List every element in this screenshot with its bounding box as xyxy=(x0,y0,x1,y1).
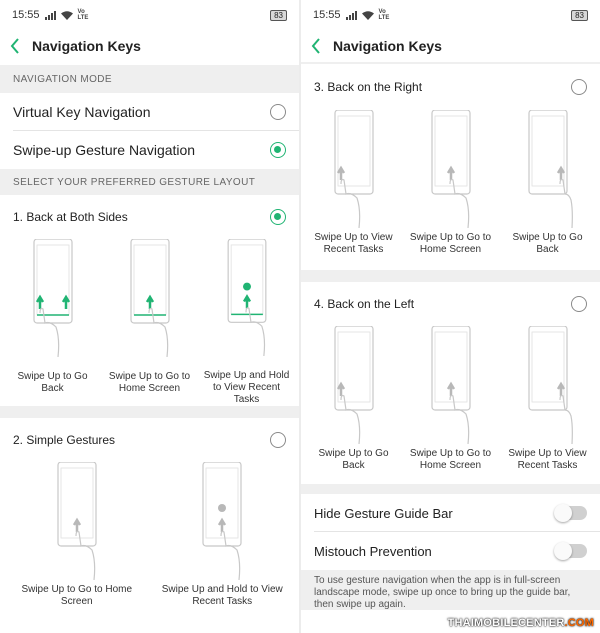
gesture-item xyxy=(7,239,99,406)
phone-swipe-left-icon xyxy=(329,326,379,444)
gesture-item xyxy=(502,110,594,270)
back-chevron-icon[interactable] xyxy=(311,37,325,55)
hide-guide-bar-row[interactable] xyxy=(301,494,600,532)
swipe-up-label: Swipe-up Gesture Navigation xyxy=(13,142,196,158)
virtual-key-radio[interactable] xyxy=(270,104,286,120)
gesture-item xyxy=(7,462,147,612)
gesture-item xyxy=(308,110,400,270)
watermark-suffix: .COM xyxy=(564,617,594,629)
battery-icon: 83 xyxy=(571,10,588,21)
option-4-gestures xyxy=(301,326,600,484)
option-3-gestures xyxy=(301,110,600,270)
battery-icon: 83 xyxy=(270,10,287,21)
gesture-caption: Swipe Up to Go Back xyxy=(17,371,88,394)
option-simple-gestures[interactable] xyxy=(0,418,299,462)
gesture-caption: Swipe Up to Go Back xyxy=(318,448,389,471)
signal-icon xyxy=(45,11,56,20)
section-gap xyxy=(301,270,600,282)
phone-swipe-home-icon xyxy=(426,110,476,228)
section-gap xyxy=(0,406,299,418)
virtual-key-option[interactable] xyxy=(0,93,299,131)
option-4-label: 4. Back on the Left xyxy=(314,297,415,311)
status-time: 15:55 xyxy=(313,9,341,21)
mistouch-toggle[interactable] xyxy=(555,544,587,558)
option-3-radio[interactable] xyxy=(571,79,587,95)
swipe-up-radio[interactable] xyxy=(270,142,286,158)
mistouch-label: Mistouch Prevention xyxy=(314,543,432,559)
option-3-label: 3. Back on the Right xyxy=(314,80,423,94)
option-1-radio[interactable] xyxy=(270,209,286,225)
option-back-on-left[interactable] xyxy=(301,282,600,326)
gesture-layout-header: SELECT YOUR PREFERRED GESTURE LAYOUT xyxy=(0,169,299,195)
option-4-radio[interactable] xyxy=(571,296,587,312)
watermark-main: THAIMOBILECENTER xyxy=(447,617,565,629)
gesture-caption: Swipe Up to Go Back xyxy=(512,232,583,255)
option-2-label: 2. Simple Gestures xyxy=(13,433,116,447)
wifi-icon xyxy=(61,11,73,20)
phone-swipe-right-icon xyxy=(523,110,573,228)
gesture-item xyxy=(308,326,400,484)
phone-swipe-hold-icon xyxy=(197,462,247,580)
info-text: To use gesture navigation when the app is in full-screen landscape mode, swipe up once to bring up the guide bar, then swipe up again. xyxy=(301,570,600,610)
option-2-radio[interactable] xyxy=(270,432,286,448)
app-bar xyxy=(0,30,299,62)
gesture-caption: Swipe Up to Go to Home Screen xyxy=(409,448,492,471)
phone-swipe-hold-icon xyxy=(222,239,272,356)
left-screen xyxy=(0,0,299,633)
signal-icon xyxy=(346,11,357,20)
option-back-on-right[interactable] xyxy=(301,64,600,110)
gesture-caption: Swipe Up to Go to Home Screen xyxy=(409,232,492,255)
gesture-caption: Swipe Up and Hold to View Recent Tasks xyxy=(161,584,283,607)
option-1-gestures xyxy=(0,239,299,406)
back-chevron-icon[interactable] xyxy=(10,37,24,55)
gesture-item xyxy=(502,326,594,484)
phone-swipe-left-icon xyxy=(329,110,379,228)
gesture-item xyxy=(405,110,497,270)
volte-icon: Vo LTE xyxy=(77,9,89,21)
phone-swipe-right-icon xyxy=(523,326,573,444)
mistouch-row[interactable] xyxy=(301,532,600,570)
gesture-item xyxy=(405,326,497,484)
hide-guide-bar-toggle[interactable] xyxy=(555,506,587,520)
section-gap xyxy=(301,484,600,494)
gesture-caption: Swipe Up to Go to Home Screen xyxy=(21,584,133,607)
gesture-item xyxy=(201,239,293,406)
right-screen xyxy=(301,0,600,633)
hide-guide-bar-label: Hide Gesture Guide Bar xyxy=(314,505,453,521)
gesture-item xyxy=(104,239,196,406)
page-title: Navigation Keys xyxy=(333,38,442,54)
phone-swipe-home-icon xyxy=(52,462,102,580)
status-time: 15:55 xyxy=(12,9,40,21)
app-bar xyxy=(301,30,600,62)
watermark xyxy=(448,617,594,629)
gesture-caption: Swipe Up to View Recent Tasks xyxy=(314,232,393,255)
phone-swipe-home-icon xyxy=(125,239,175,357)
status-bar xyxy=(301,0,600,30)
option-back-both-sides[interactable] xyxy=(0,195,299,239)
option-1-label: 1. Back at Both Sides xyxy=(13,210,128,224)
option-2-gestures xyxy=(0,462,299,612)
volte-icon: Vo LTE xyxy=(378,9,390,21)
gesture-caption: Swipe Up and Hold to View Recent Tasks xyxy=(203,370,290,405)
phone-swipe-home-icon xyxy=(426,326,476,444)
navigation-mode-header: NAVIGATION MODE xyxy=(0,65,299,93)
gesture-item xyxy=(152,462,292,612)
status-bar xyxy=(0,0,299,30)
page-title: Navigation Keys xyxy=(32,38,141,54)
phone-swipe-both-icon xyxy=(28,239,78,357)
gesture-caption: Swipe Up to Go to Home Screen xyxy=(108,371,191,394)
gesture-caption: Swipe Up to View Recent Tasks xyxy=(508,448,587,471)
wifi-icon xyxy=(362,11,374,20)
swipe-up-option[interactable] xyxy=(0,131,299,169)
virtual-key-label: Virtual Key Navigation xyxy=(13,104,151,120)
